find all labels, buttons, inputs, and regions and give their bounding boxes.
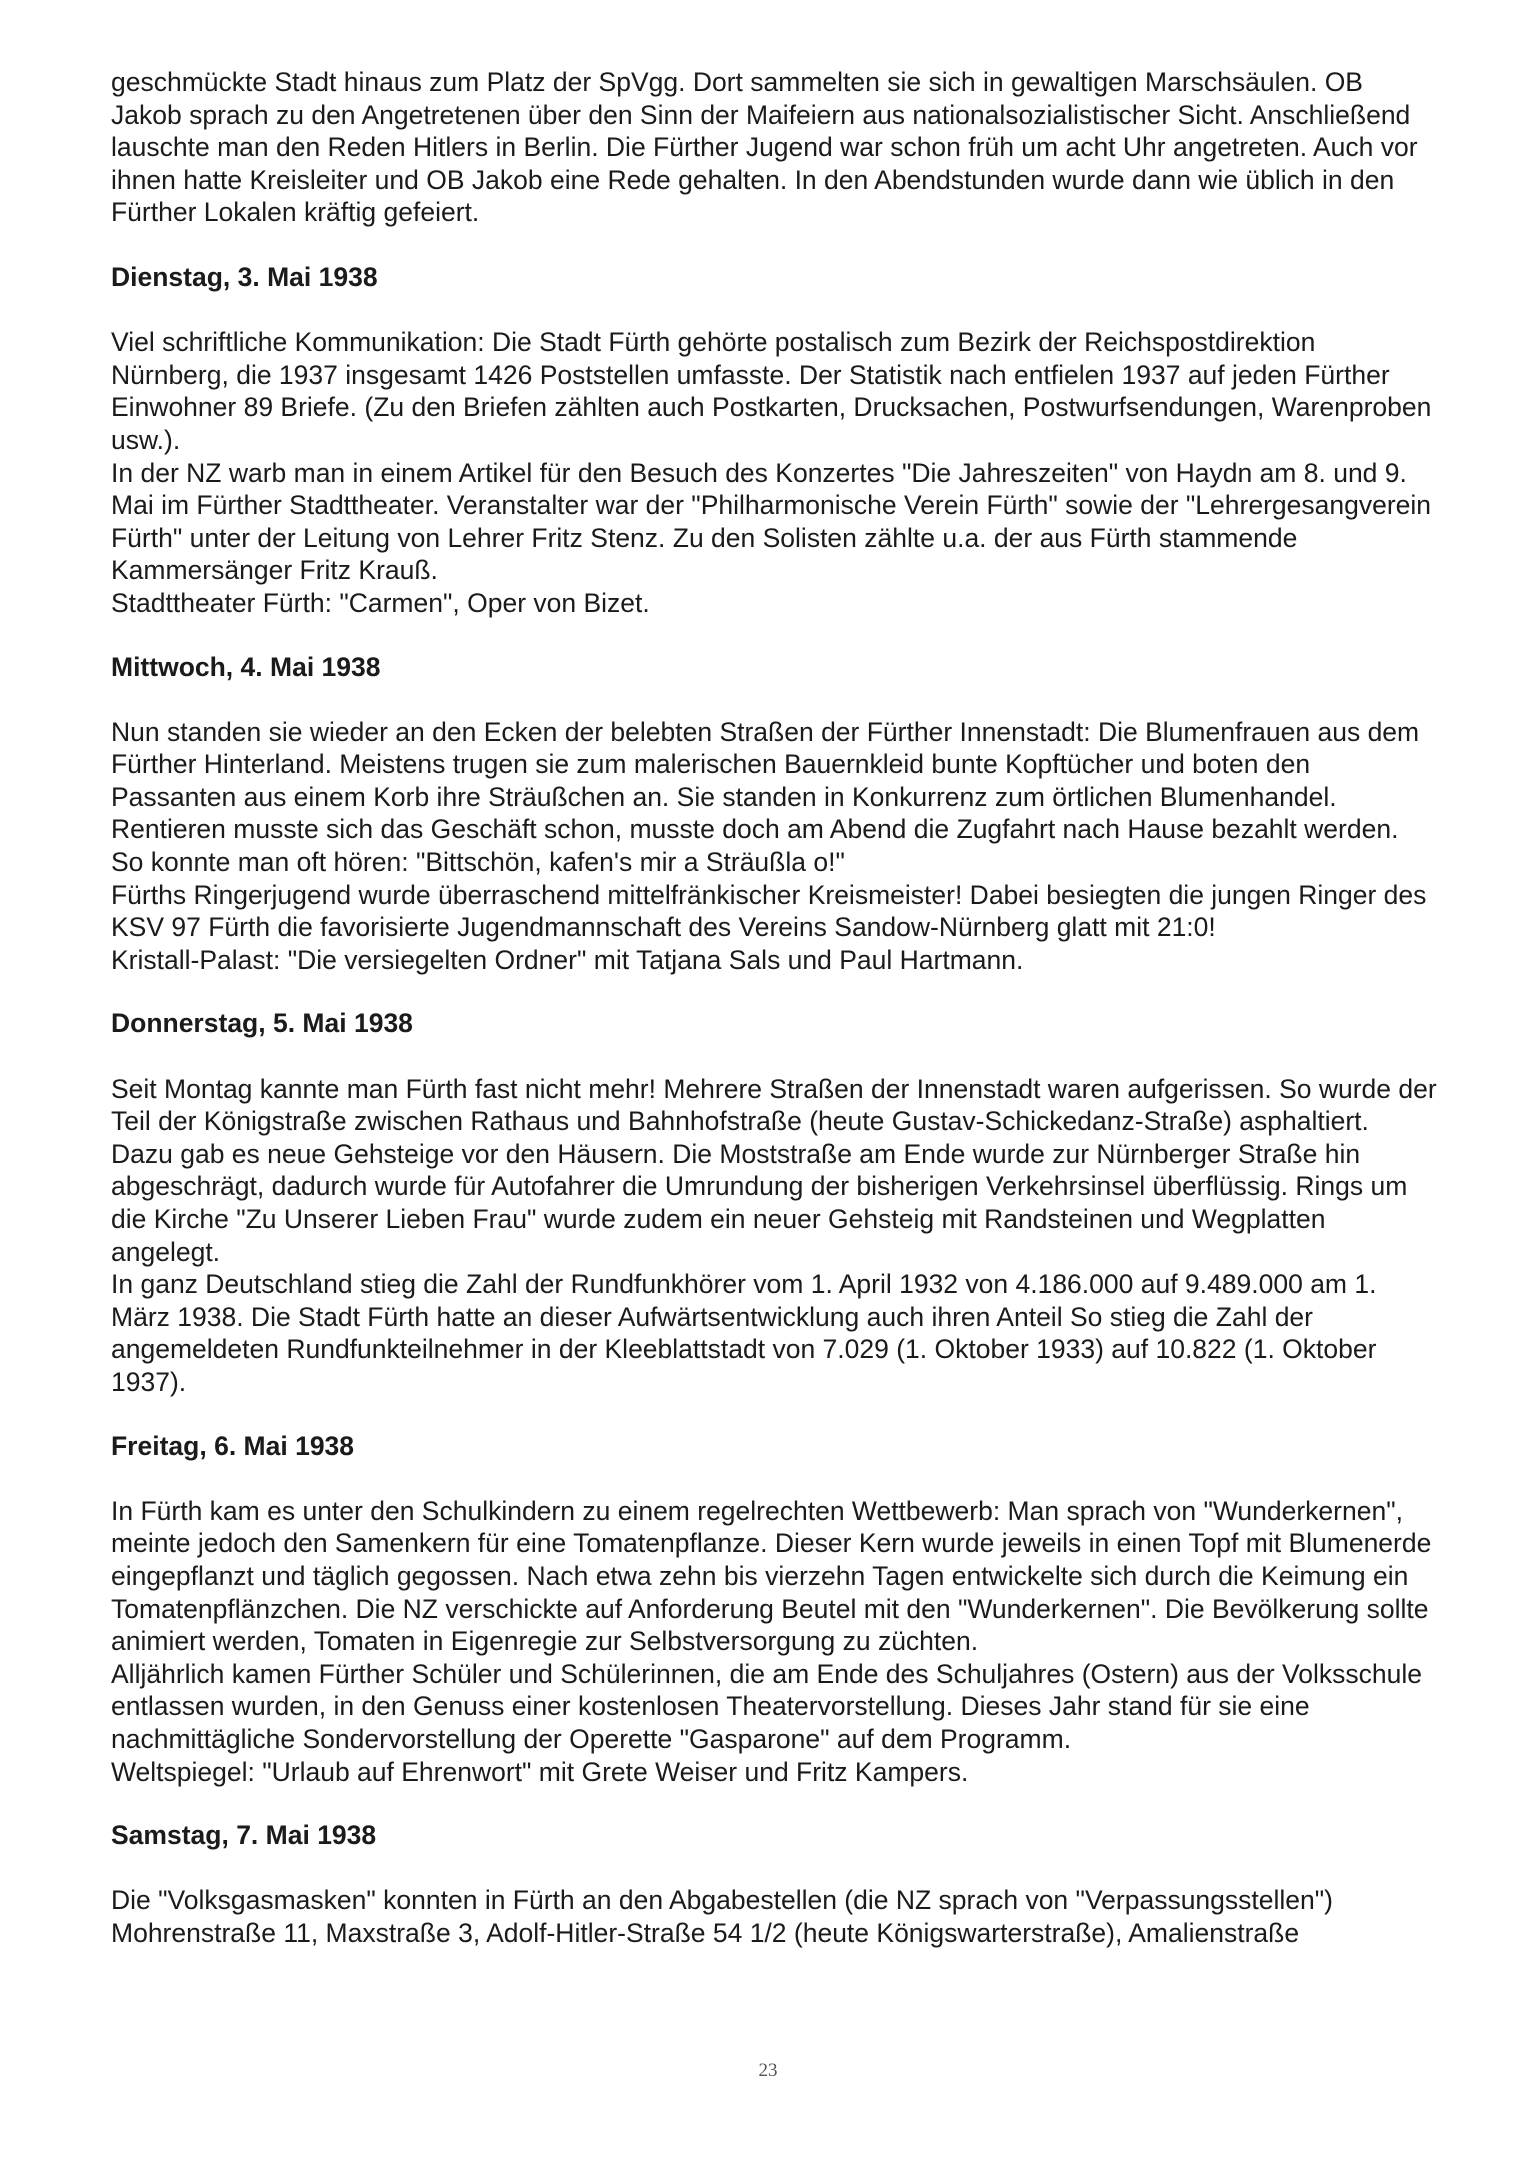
- body-paragraph: Alljährlich kamen Fürther Schüler und Schülerinnen, die am Ende des Schuljahres (Ostern) aus der Volksschule entlassen wurden, in den Genuss einer kostenlosen Theatervorstellung. Dieses Jahr stand für sie eine nachmittägliche Sondervorstellung der Operette "Gasparone" auf dem Programm.: [111, 1658, 1422, 1754]
- section-heading: Dienstag, 3. Mai 1938: [111, 261, 378, 292]
- section-heading: Freitag, 6. Mai 1938: [111, 1430, 355, 1461]
- body-paragraph: In der NZ warb man in einem Artikel für den Besuch des Konzertes "Die Jahreszeiten" von Haydn am 8. und 9. Mai im Fürther Stadttheater. Veranstalter war der "Philharmonische Verein Fürth" sowie der "Lehrergesangverein Fürth" unter der Leitung von Lehrer Fritz Stenz. Zu den Solisten zählte u.a. der aus Fürth stammende Kammersänger Fritz Krauß.: [111, 457, 1432, 586]
- intro-paragraph: geschmückte Stadt hinaus zum Platz der SpVgg. Dort sammelten sie sich in gewaltigen Marschsäulen. OB Jakob sprach zu den Angetretenen über den Sinn der Maifeiern aus nationalsozialistischer Sicht. Anschließend lauschte man den Reden Hitlers in Berlin. Die Fürther Jugend war schon früh um acht Uhr angetreten. Auch vor ihnen hatte Kreisleiter und OB Jakob eine Rede gehalten. In den Abendstunden wurde dann wie üblich in den Fürther Lokalen kräftig gefeiert.: [111, 67, 1418, 228]
- body-paragraph: Seit Montag kannte man Fürth fast nicht mehr! Mehrere Straßen der Innenstadt waren aufgerissen. So wurde der Teil der Königstraße zwischen Rathaus und Bahnhofstraße (heute Gustav-Schickedanz-Straße) asphaltiert. Dazu gab es neue Gehsteige vor den Häusern. Die Moststraße am Ende wurde zur Nürnberger Straße hin abgeschrägt, dadurch wurde für Autofahrer die Umrundung der bisherigen Verkehrsinsel überflüssig. Rings um die Kirche "Zu Unserer Lieben Frau" wurde zudem ein neuer Gehsteig mit Randsteinen und Wegplatten angelegt.: [111, 1073, 1437, 1267]
- section-dienstag: [111, 261, 1437, 620]
- document-body: [111, 66, 1437, 1980]
- body-paragraph: Weltspiegel: "Urlaub auf Ehrenwort" mit Grete Weiser und Fritz Kampers.: [111, 1756, 969, 1787]
- body-paragraph: In ganz Deutschland stieg die Zahl der Rundfunkhörer vom 1. April 1932 von 4.186.000 auf 9.489.000 am 1. März 1938. Die Stadt Fürth hatte an dieser Aufwärtsentwicklung auch ihren Anteil So stieg die Zahl der angemeldeten Rundfunkteilnehmer in der Kleeblattstadt von 7.029 (1. Oktober 1933) auf 10.822 (1. Oktober 1937).: [111, 1269, 1377, 1397]
- body-paragraph: Stadttheater Fürth: "Carmen", Oper von Bizet.: [111, 587, 650, 618]
- page-number: 23: [758, 2060, 778, 2081]
- body-paragraph: Nun standen sie wieder an den Ecken der belebten Straßen der Fürther Innenstadt: Die Blumenfrauen aus dem Fürther Hinterland. Meistens trugen sie zum malerischen Bauernkleid bunte Kopftücher und boten den Passanten aus einem Korb ihre Sträußchen an. Sie standen in Konkurrenz zum örtlichen Blumenhandel. Rentieren musste sich das Geschäft schon, musste doch am Abend die Zugfahrt nach Hause bezahlt werden. So konnte man oft hören: "Bittschön, kafen's mir a Sträußla o!": [111, 716, 1420, 878]
- body-paragraph: Viel schriftliche Kommunikation: Die Stadt Fürth gehörte postalisch zum Bezirk der Reichspostdirektion Nürnberg, die 1937 insgesamt 1426 Poststellen umfasste. Der Statistik nach entfielen 1937 auf jeden Fürther Einwohner 89 Briefe. (Zu den Briefen zählten auch Postkarten, Drucksachen, Postwurfsendungen, Warenproben usw.).: [111, 327, 1432, 455]
- section-mittwoch: [111, 651, 1437, 977]
- section-heading: Mittwoch, 4. Mai 1938: [111, 651, 381, 682]
- section-freitag: [111, 1430, 1437, 1789]
- body-paragraph: Kristall-Palast: "Die versiegelten Ordner" mit Tatjana Sals und Paul Hartmann.: [111, 944, 1024, 975]
- section-heading: Donnerstag, 5. Mai 1938: [111, 1008, 413, 1039]
- section-samstag: [111, 1819, 1437, 1949]
- body-paragraph: Die "Volksgasmasken" konnten in Fürth an den Abgabestellen (die NZ sprach von "Verpassungsstellen") Mohrenstraße 11, Maxstraße 3, Adolf-Hitler-Straße 54 1/2 (heute Königswarterstraße), Amalienstraße: [111, 1885, 1333, 1948]
- section-heading: Samstag, 7. Mai 1938: [111, 1820, 377, 1851]
- body-paragraph: Fürths Ringerjugend wurde überraschend mittelfränkischer Kreismeister! Dabei besiegten die jungen Ringer des KSV 97 Fürth die favorisierte Jugendmannschaft des Vereins Sandow-Nürnberg glatt mit 21:0!: [111, 879, 1427, 943]
- body-paragraph: In Fürth kam es unter den Schulkindern zu einem regelrechten Wettbewerb: Man sprach von "Wunderkernen", meinte jedoch den Samenkern für eine Tomatenpflanze. Dieser Kern wurde jeweils in einen Topf mit Blumenerde eingepflanzt und täglich gegossen. Nach etwa zehn bis vierzehn Tagen entwickelte sich durch die Keimung ein Tomatenpflänzchen. Die NZ verschickte auf Anforderung Beutel mit den "Wunderkernen". Die Bevölkerung sollte animiert werden, Tomaten in Eigenregie zur Selbstversorgung zu züchten.: [111, 1495, 1432, 1657]
- section-donnerstag: [111, 1007, 1437, 1398]
